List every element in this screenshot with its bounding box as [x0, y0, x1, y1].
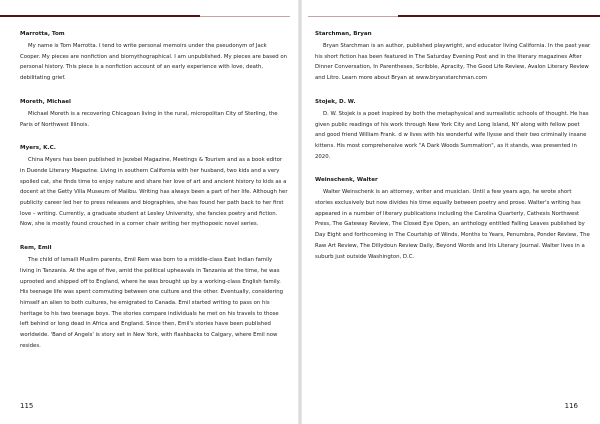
contributor-bio: Bryan Starchman is an author, published playwright, and educator living California. In the past year his short fiction has been featured in The Saturday Evening Post and in the literary magazines After Dinner Conversation, In Parentheses, Scribble, Apracity, The Good Life Review, Avalon Literary Review and Litro. Learn more about Bryan at www.bryanstarchman.com — [315, 43, 591, 82]
contributor-bio: My name is Tom Marrotta. I tend to write personal memoirs under the pseudonym of Jack Cooper. My pieces are nonfiction and biomythographical. I am unpublished. My pieces are based on personal history. This piece is a nonfiction account of an early experience with love, death, debilitating grief. — [20, 43, 288, 82]
contributor-entry — [315, 30, 591, 84]
contributor-name: Stojek, D. W. — [315, 98, 356, 105]
contributor-entry — [315, 98, 591, 163]
contributor-entry — [20, 98, 288, 130]
page-number: 115 — [20, 402, 34, 410]
contributor-name: Starchman, Bryan — [315, 31, 372, 37]
contributor-name: Rem, Emil — [20, 245, 52, 252]
contributor-bio: D. W. Stojek is a poet inspired by both the metaphysical and surrealistic schools of thought. He has given public readings of his work through New York City and Long Island, NY along with fellow poet and good friend William Frank. d w lives with his wonderful wife Ilysse and their two criminally insane kittens. His most comprehensive work "A Dark Woods Summation", as it stands, was presented in 2020. — [315, 110, 589, 160]
contributor-bio: Walter Weinschenk is an attorney, writer and musician. Until a few years ago, he wrote short stories exclusively but now divides his time equally between poetry and prose. Walter's writing has appeared in a number of literary publications including the Carolina Quarterly, Cathexis Northwest Press, The Gateway Review, The Closed Eye Open, an anthology entitled Falling Leaves published by Day Eight and forthcoming in The Courtship of Winds, Months to Years, Penumbra, Ponder Review, The Raw Art Review, The Dillydoun Review Daily, Beyond Words and Iris Literary Journal. Walter lives in a suburb just outside Washington, D.C. — [315, 189, 590, 260]
contributor-entry — [20, 144, 288, 230]
page-number: 116 — [564, 402, 578, 410]
contributor-name: Moreth, Michael — [20, 98, 71, 105]
contributor-bio: China Myers has been published in Jezebel Magazine, Meetings & Tourism and as a book editor in Duende Literary Magazine. Living in southern California with her husband, two kids and a very spoiled cat, she finds time to enjoy nature and share her love of art and ancient history to kids as a docent at the Getty Villa Museum of Malibu. Writing has always been a part of her life. Although her publicity career led her to press releases and biographies, she has found her path back to her first love – writing. Currently, a graduate student at Lesley University, she fancies poetry and fiction. Now, she is mostly found crouched in a corner chair writing her mythopoeic novel series. — [20, 157, 288, 228]
contributor-entry — [20, 30, 288, 84]
contributor-name: Weinschenk, Walter — [315, 177, 378, 184]
contributor-name: Myers, K.C. — [20, 145, 56, 152]
left-bio-column — [20, 30, 288, 365]
top-rule-dark — [0, 15, 200, 17]
top-rule-light — [308, 16, 398, 17]
contributor-bio: Michael Moreth is a recovering Chicagoan living in the rural, micropolitan City of Sterling, the Paris of Northwest Illinois. — [20, 110, 278, 128]
contributor-entry — [20, 244, 288, 351]
contributor-bio: The child of Ismaili Muslim parents, Emil Rem was born to a middle-class East Indian family living in Tanzania. At the age of five, amid the political upheavals in Tanzania at the time, he was uprooted and shipped off to England, where he was brought up by a working-class English family. His teenage life was spent commuting between one culture and the other. Eventually, considering himself an alien to both cultures, he emigrated to Canada. Emil started writing to pass on his heritage to his two teenage boys. The stories compare individuals he met on his travels to those left behind or long dead in Africa and England. Since then, Emil's stories have been published worldwide. 'Band of Angels' is story set in New York, with flashbacks to Calgary, where Emil now resides. — [20, 257, 284, 349]
right-bio-column — [315, 30, 591, 276]
contributor-entry — [315, 176, 591, 262]
top-rule-light — [200, 16, 290, 17]
right-page — [300, 0, 600, 424]
contributor-name: Marrotta, Tom — [20, 31, 65, 37]
top-rule-dark — [398, 15, 600, 17]
